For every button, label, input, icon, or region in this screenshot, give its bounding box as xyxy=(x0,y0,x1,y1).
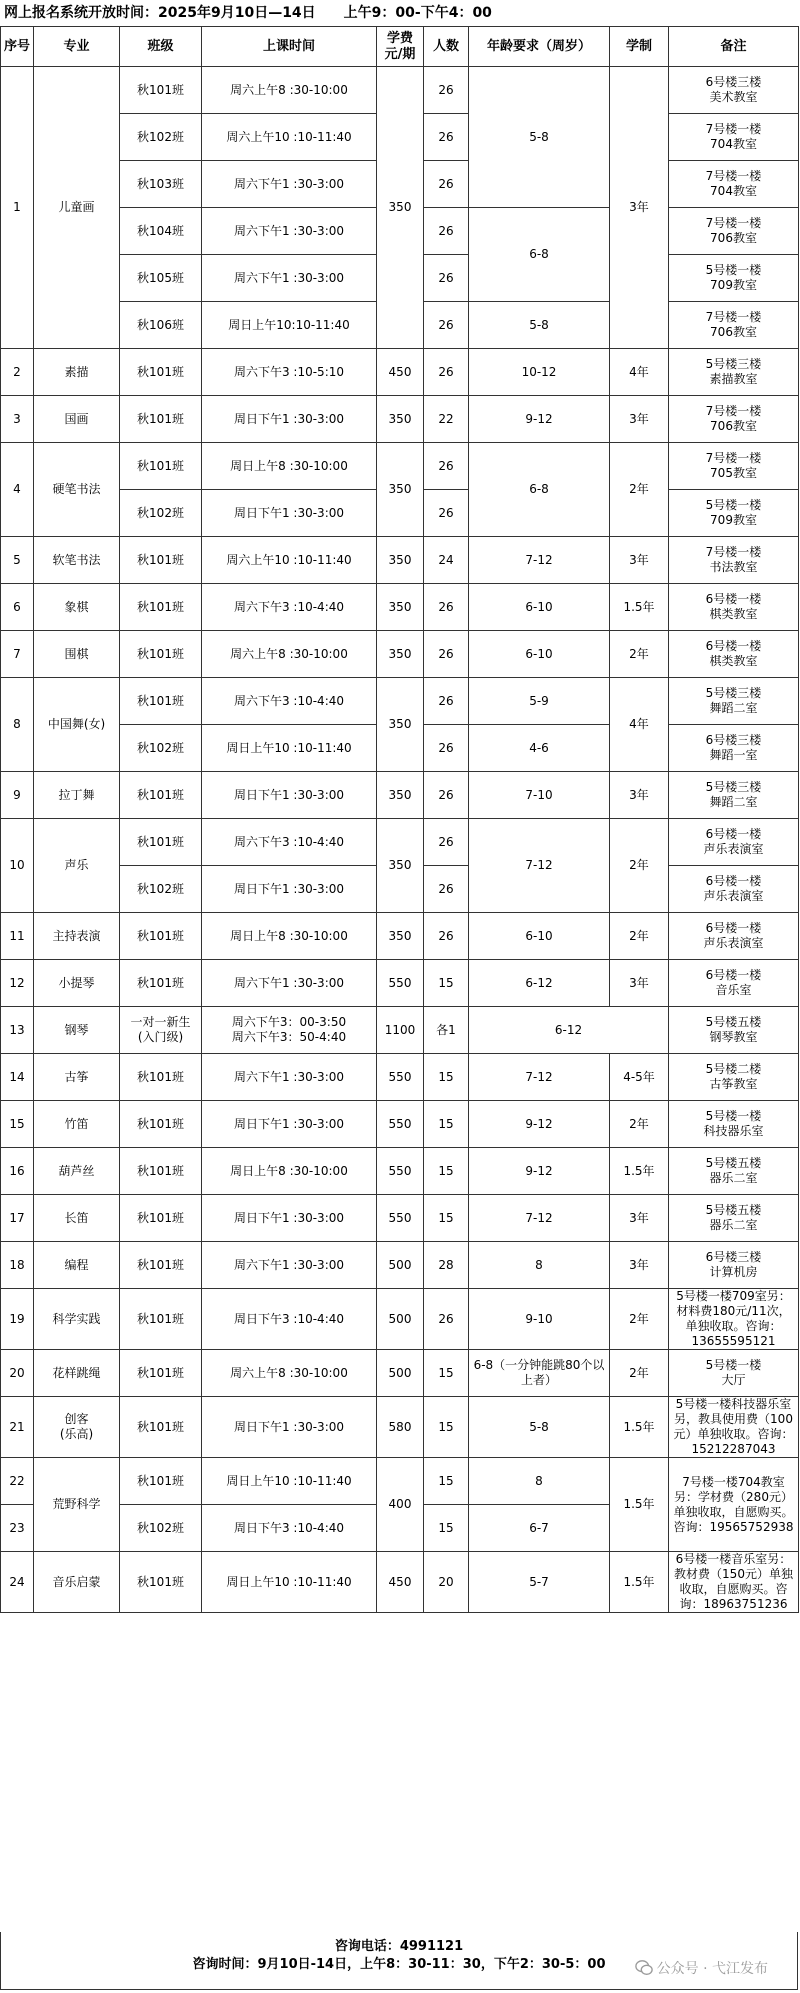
table-cell: 26 xyxy=(424,866,469,913)
table-cell: 26 xyxy=(424,631,469,678)
column-header: 专业 xyxy=(34,27,120,67)
table-cell: 5号楼五楼 器乐二室 xyxy=(669,1195,799,1242)
table-cell: 6-12 xyxy=(469,960,610,1007)
table-cell: 7-12 xyxy=(469,1054,610,1101)
table-cell: 350 xyxy=(377,913,424,960)
table-cell: 象棋 xyxy=(34,584,120,631)
table-cell: 6-8（一分钟能跳80个以上者） xyxy=(469,1350,610,1397)
table-cell: 8 xyxy=(469,1242,610,1289)
table-cell: 15 xyxy=(1,1101,34,1148)
table-cell: 7号楼一楼 书法教室 xyxy=(669,537,799,584)
table-row xyxy=(1,1007,799,1054)
table-cell: 9 xyxy=(1,772,34,819)
table-row xyxy=(1,584,799,631)
table-cell: 周六下午3 :10-4:40 xyxy=(202,678,377,725)
table-cell: 秋101班 xyxy=(120,396,202,443)
table-cell: 秋101班 xyxy=(120,631,202,678)
table-cell: 周日下午1 :30-3:00 xyxy=(202,1195,377,1242)
table-cell: 7 xyxy=(1,631,34,678)
table-cell: 钢琴 xyxy=(34,1007,120,1054)
table-row xyxy=(1,443,799,490)
table-cell: 3年 xyxy=(610,1242,669,1289)
table-cell: 周六下午1 :30-3:00 xyxy=(202,208,377,255)
table-cell: 23 xyxy=(1,1505,34,1552)
table-cell: 3年 xyxy=(610,67,669,349)
page-title: 网上报名系统开放时间：2025年9月10日—14日 上午9：00-下午4：00 xyxy=(4,5,492,21)
table-cell: 硬笔书法 xyxy=(34,443,120,537)
table-cell: 秋101班 xyxy=(120,1289,202,1350)
table-cell: 秋101班 xyxy=(120,1054,202,1101)
table-cell: 26 xyxy=(424,208,469,255)
table-cell: 26 xyxy=(424,584,469,631)
table-cell: 15 xyxy=(424,1101,469,1148)
table-cell: 小提琴 xyxy=(34,960,120,1007)
table-cell: 14 xyxy=(1,1054,34,1101)
table-cell: 7号楼一楼 705教室 xyxy=(669,443,799,490)
table-cell: 秋101班 xyxy=(120,349,202,396)
column-header: 人数 xyxy=(424,27,469,67)
table-cell: 18 xyxy=(1,1242,34,1289)
table-row xyxy=(1,1458,799,1505)
table-cell: 秋101班 xyxy=(120,1148,202,1195)
table-cell: 26 xyxy=(424,678,469,725)
table-cell: 花样跳绳 xyxy=(34,1350,120,1397)
table-cell: 20 xyxy=(1,1350,34,1397)
table-cell: 350 xyxy=(377,396,424,443)
table-cell: 5号楼一楼709室另：材料费180元/11次，单独收取。咨询：13655595121 xyxy=(669,1289,799,1350)
table-cell: 周六上午8 :30-10:00 xyxy=(202,67,377,114)
consult-hours: 咨询时间：9月10日-14日，上午8：30-11：30，下午2：30-5：00 xyxy=(192,1957,606,1972)
table-cell: 7号楼一楼704教室另：学材费（280元）单独收取，自愿购买。咨询：19565752938 xyxy=(669,1458,799,1552)
table-cell: 7号楼一楼 706教室 xyxy=(669,208,799,255)
table-cell: 7-10 xyxy=(469,772,610,819)
table-cell: 周六下午3 :10-5:10 xyxy=(202,349,377,396)
table-cell: 周日下午1 :30-3:00 xyxy=(202,1397,377,1458)
table-cell: 8 xyxy=(1,678,34,772)
table-cell: 周六下午1 :30-3:00 xyxy=(202,161,377,208)
table-row xyxy=(1,67,799,114)
table-cell: 8 xyxy=(469,1458,610,1505)
table-cell: 1.5年 xyxy=(610,1458,669,1552)
table-cell: 450 xyxy=(377,349,424,396)
table-cell: 秋101班 xyxy=(120,1195,202,1242)
table-cell: 5号楼三楼 舞蹈二室 xyxy=(669,772,799,819)
table-cell: 26 xyxy=(424,302,469,349)
table-cell: 古筝 xyxy=(34,1054,120,1101)
table-cell: 550 xyxy=(377,1195,424,1242)
column-header: 学制 xyxy=(610,27,669,67)
table-cell: 7号楼一楼 706教室 xyxy=(669,302,799,349)
table-cell: 21 xyxy=(1,1397,34,1458)
table-cell: 2年 xyxy=(610,819,669,913)
table-cell: 550 xyxy=(377,1101,424,1148)
table-cell: 秋101班 xyxy=(120,584,202,631)
table-row xyxy=(1,1397,799,1458)
table-cell: 6 xyxy=(1,584,34,631)
table-cell: 素描 xyxy=(34,349,120,396)
table-cell: 秋101班 xyxy=(120,819,202,866)
table-cell: 6号楼一楼 声乐表演室 xyxy=(669,913,799,960)
table-cell: 9-12 xyxy=(469,396,610,443)
table-cell: 7号楼一楼 706教室 xyxy=(669,396,799,443)
table-cell: 24 xyxy=(1,1552,34,1613)
table-cell: 10 xyxy=(1,819,34,913)
table-cell: 6-8 xyxy=(469,208,610,302)
table-row xyxy=(1,960,799,1007)
table-cell: 6-12 xyxy=(469,1007,669,1054)
table-cell: 6号楼三楼 舞蹈一室 xyxy=(669,725,799,772)
table-cell: 6号楼一楼 棋类教室 xyxy=(669,631,799,678)
table-cell: 5号楼一楼 科技器乐室 xyxy=(669,1101,799,1148)
wechat-icon xyxy=(635,1959,653,1977)
table-cell: 350 xyxy=(377,67,424,349)
table-cell: 7号楼一楼 704教室 xyxy=(669,114,799,161)
watermark-text: 公众号 · 弋江发布 xyxy=(656,1961,768,1977)
table-cell: 350 xyxy=(377,772,424,819)
table-cell: 26 xyxy=(424,1289,469,1350)
table-cell: 580 xyxy=(377,1397,424,1458)
table-cell: 周日下午1 :30-3:00 xyxy=(202,772,377,819)
table-cell: 周六上午10 :10-11:40 xyxy=(202,537,377,584)
table-cell: 中国舞(女) xyxy=(34,678,120,772)
table-cell: 5-8 xyxy=(469,67,610,208)
table-cell: 周日下午1 :30-3:00 xyxy=(202,1101,377,1148)
table-cell: 4-5年 xyxy=(610,1054,669,1101)
table-cell: 5号楼三楼 素描教室 xyxy=(669,349,799,396)
table-cell: 秋101班 xyxy=(120,678,202,725)
table-cell: 秋106班 xyxy=(120,302,202,349)
table-cell: 16 xyxy=(1,1148,34,1195)
table-cell: 科学实践 xyxy=(34,1289,120,1350)
table-cell: 5号楼二楼 古筝教室 xyxy=(669,1054,799,1101)
table-cell: 儿童画 xyxy=(34,67,120,349)
table-cell: 3年 xyxy=(610,396,669,443)
table-cell: 15 xyxy=(424,1397,469,1458)
table-cell: 1.5年 xyxy=(610,584,669,631)
table-cell: 秋101班 xyxy=(120,67,202,114)
table-cell: 秋101班 xyxy=(120,1397,202,1458)
table-cell: 周六下午3：00-3:50 周六下午3：50-4:40 xyxy=(202,1007,377,1054)
table-cell: 6号楼一楼 声乐表演室 xyxy=(669,866,799,913)
table-cell: 秋104班 xyxy=(120,208,202,255)
table-cell: 秋101班 xyxy=(120,537,202,584)
table-cell: 周六上午10 :10-11:40 xyxy=(202,114,377,161)
table-cell: 17 xyxy=(1,1195,34,1242)
table-cell: 15 xyxy=(424,1505,469,1552)
table-cell: 6号楼一楼 棋类教室 xyxy=(669,584,799,631)
table-cell: 500 xyxy=(377,1350,424,1397)
table-cell: 秋102班 xyxy=(120,114,202,161)
table-cell: 3年 xyxy=(610,537,669,584)
table-cell: 周日上午8 :30-10:00 xyxy=(202,1148,377,1195)
table-cell: 周日下午1 :30-3:00 xyxy=(202,490,377,537)
table-cell: 26 xyxy=(424,255,469,302)
table-cell: 秋102班 xyxy=(120,866,202,913)
table-cell: 24 xyxy=(424,537,469,584)
column-header: 上课时间 xyxy=(202,27,377,67)
table-cell: 周六上午8 :30-10:00 xyxy=(202,1350,377,1397)
table-cell: 竹笛 xyxy=(34,1101,120,1148)
table-row xyxy=(1,537,799,584)
table-header-row xyxy=(1,27,799,67)
table-cell: 15 xyxy=(424,1054,469,1101)
table-cell: 450 xyxy=(377,1552,424,1613)
table-cell: 26 xyxy=(424,819,469,866)
table-cell: 3 xyxy=(1,396,34,443)
table-cell: 350 xyxy=(377,678,424,772)
table-row xyxy=(1,1289,799,1350)
table-row xyxy=(1,1148,799,1195)
column-header: 学费元/期 xyxy=(377,27,424,67)
table-cell: 15 xyxy=(424,960,469,1007)
table-cell: 荒野科学 xyxy=(34,1458,120,1552)
table-row xyxy=(1,1054,799,1101)
table-cell: 19 xyxy=(1,1289,34,1350)
table-cell: 7号楼一楼 704教室 xyxy=(669,161,799,208)
table-cell: 5号楼五楼 器乐二室 xyxy=(669,1148,799,1195)
table-cell: 5 xyxy=(1,537,34,584)
table-cell: 9-10 xyxy=(469,1289,610,1350)
table-cell: 550 xyxy=(377,1054,424,1101)
table-cell: 6-10 xyxy=(469,913,610,960)
table-cell: 2年 xyxy=(610,913,669,960)
table-cell: 创客 (乐高) xyxy=(34,1397,120,1458)
table-cell: 6号楼一楼 声乐表演室 xyxy=(669,819,799,866)
table-row xyxy=(1,1101,799,1148)
table-cell: 周日上午8 :30-10:00 xyxy=(202,443,377,490)
table-cell: 4 xyxy=(1,443,34,537)
table-cell: 拉丁舞 xyxy=(34,772,120,819)
table-cell: 5号楼一楼 大厅 xyxy=(669,1350,799,1397)
table-cell: 周六下午1 :30-3:00 xyxy=(202,1242,377,1289)
column-header: 班级 xyxy=(120,27,202,67)
table-cell: 4年 xyxy=(610,678,669,772)
table-row xyxy=(1,396,799,443)
table-cell: 2 xyxy=(1,349,34,396)
table-cell: 长笛 xyxy=(34,1195,120,1242)
table-row xyxy=(1,631,799,678)
table-cell: 秋101班 xyxy=(120,913,202,960)
table-cell: 26 xyxy=(424,114,469,161)
table-cell: 秋102班 xyxy=(120,490,202,537)
table-row xyxy=(1,1242,799,1289)
table-cell: 3年 xyxy=(610,960,669,1007)
table-cell: 15 xyxy=(424,1458,469,1505)
table-cell: 350 xyxy=(377,819,424,913)
table-cell: 5-9 xyxy=(469,678,610,725)
table-cell: 15 xyxy=(424,1195,469,1242)
table-cell: 2年 xyxy=(610,1350,669,1397)
table-cell: 秋101班 xyxy=(120,1552,202,1613)
table-cell: 周六下午1 :30-3:00 xyxy=(202,1054,377,1101)
table-cell: 周日上午10 :10-11:40 xyxy=(202,1552,377,1613)
table-cell: 秋101班 xyxy=(120,1458,202,1505)
table-cell: 周日下午1 :30-3:00 xyxy=(202,866,377,913)
table-cell: 5号楼三楼 舞蹈二室 xyxy=(669,678,799,725)
table-cell: 15 xyxy=(424,1148,469,1195)
table-cell: 音乐启蒙 xyxy=(34,1552,120,1613)
table-row xyxy=(1,349,799,396)
table-cell: 2年 xyxy=(610,1289,669,1350)
table-cell: 550 xyxy=(377,960,424,1007)
table-cell: 4-6 xyxy=(469,725,610,772)
table-cell: 5-8 xyxy=(469,302,610,349)
table-cell: 各1 xyxy=(424,1007,469,1054)
table-cell: 周六下午1 :30-3:00 xyxy=(202,960,377,1007)
table-cell: 26 xyxy=(424,725,469,772)
table-cell: 350 xyxy=(377,443,424,537)
table-cell: 周日上午10 :10-11:40 xyxy=(202,1458,377,1505)
table-row xyxy=(1,1552,799,1613)
table-cell: 主持表演 xyxy=(34,913,120,960)
table-cell: 10-12 xyxy=(469,349,610,396)
table-cell: 26 xyxy=(424,161,469,208)
table-cell: 15 xyxy=(424,1350,469,1397)
table-cell: 22 xyxy=(424,396,469,443)
table-cell: 6号楼三楼 计算机房 xyxy=(669,1242,799,1289)
table-cell: 周六上午8 :30-10:00 xyxy=(202,631,377,678)
table-cell: 6-8 xyxy=(469,443,610,537)
table-cell: 周日下午1 :30-3:00 xyxy=(202,396,377,443)
table-cell: 秋102班 xyxy=(120,1505,202,1552)
table-cell: 7-12 xyxy=(469,1195,610,1242)
table-cell: 编程 xyxy=(34,1242,120,1289)
table-cell: 26 xyxy=(424,913,469,960)
table-cell: 5号楼一楼 709教室 xyxy=(669,490,799,537)
table-cell: 3年 xyxy=(610,772,669,819)
table-cell: 周日下午3 :10-4:40 xyxy=(202,1289,377,1350)
table-cell: 5-7 xyxy=(469,1552,610,1613)
table-cell: 秋101班 xyxy=(120,772,202,819)
table-cell: 6号楼一楼 音乐室 xyxy=(669,960,799,1007)
table-cell: 1.5年 xyxy=(610,1552,669,1613)
table-cell: 1 xyxy=(1,67,34,349)
table-cell: 9-12 xyxy=(469,1148,610,1195)
table-cell: 围棋 xyxy=(34,631,120,678)
table-cell: 秋101班 xyxy=(120,1350,202,1397)
table-row xyxy=(1,1350,799,1397)
table-cell: 秋102班 xyxy=(120,725,202,772)
table-cell: 2年 xyxy=(610,631,669,678)
table-cell: 22 xyxy=(1,1458,34,1505)
table-cell: 400 xyxy=(377,1458,424,1552)
table-cell: 11 xyxy=(1,913,34,960)
table-cell: 26 xyxy=(424,67,469,114)
table-cell: 4年 xyxy=(610,349,669,396)
column-header: 序号 xyxy=(1,27,34,67)
table-cell: 周日下午3 :10-4:40 xyxy=(202,1505,377,1552)
table-row xyxy=(1,913,799,960)
table-cell: 500 xyxy=(377,1289,424,1350)
table-cell: 2年 xyxy=(610,1101,669,1148)
table-cell: 周六下午3 :10-4:40 xyxy=(202,819,377,866)
table-cell: 20 xyxy=(424,1552,469,1613)
table-cell: 28 xyxy=(424,1242,469,1289)
table-cell: 500 xyxy=(377,1242,424,1289)
table-cell: 声乐 xyxy=(34,819,120,913)
table-cell: 秋101班 xyxy=(120,1242,202,1289)
table-cell: 26 xyxy=(424,490,469,537)
table-cell: 350 xyxy=(377,537,424,584)
table-cell: 秋101班 xyxy=(120,443,202,490)
table-cell: 5号楼一楼科技器乐室另，教具使用费（100元）单独收取。咨询：15212287043 xyxy=(669,1397,799,1458)
table-cell: 7-12 xyxy=(469,819,610,913)
table-cell: 26 xyxy=(424,772,469,819)
table-cell: 秋103班 xyxy=(120,161,202,208)
table-cell: 26 xyxy=(424,443,469,490)
table-cell: 12 xyxy=(1,960,34,1007)
table-cell: 秋101班 xyxy=(120,960,202,1007)
table-cell: 5号楼一楼 709教室 xyxy=(669,255,799,302)
table-cell: 7-12 xyxy=(469,537,610,584)
table-cell: 1.5年 xyxy=(610,1397,669,1458)
table-row xyxy=(1,819,799,866)
consult-phone: 咨询电话：4991121 xyxy=(334,1939,464,1954)
table-cell: 6-7 xyxy=(469,1505,610,1552)
table-cell: 1.5年 xyxy=(610,1148,669,1195)
table-cell: 软笔书法 xyxy=(34,537,120,584)
table-body xyxy=(1,67,799,1613)
table-cell: 国画 xyxy=(34,396,120,443)
table-cell: 2年 xyxy=(610,443,669,537)
table-cell: 秋101班 xyxy=(120,1101,202,1148)
table-cell: 6-10 xyxy=(469,631,610,678)
table-cell: 13 xyxy=(1,1007,34,1054)
table-row xyxy=(1,678,799,725)
table-cell: 6号楼一楼音乐室另：教材费（150元）单独收取，自愿购买。咨询：18963751236 xyxy=(669,1552,799,1613)
table-cell: 一对一新生 (入门级) xyxy=(120,1007,202,1054)
column-header: 年龄要求（周岁） xyxy=(469,27,610,67)
table-cell: 周日上午8 :30-10:00 xyxy=(202,913,377,960)
table-cell: 葫芦丝 xyxy=(34,1148,120,1195)
table-cell: 5号楼五楼 钢琴教室 xyxy=(669,1007,799,1054)
table-cell: 6-10 xyxy=(469,584,610,631)
table-cell: 26 xyxy=(424,349,469,396)
schedule-table xyxy=(0,26,799,1613)
table-cell: 1100 xyxy=(377,1007,424,1054)
table-cell: 6号楼三楼 美术教室 xyxy=(669,67,799,114)
watermark xyxy=(635,1958,768,1978)
table-cell: 秋105班 xyxy=(120,255,202,302)
table-cell: 9-12 xyxy=(469,1101,610,1148)
table-cell: 550 xyxy=(377,1148,424,1195)
table-cell: 周六下午3 :10-4:40 xyxy=(202,584,377,631)
column-header: 备注 xyxy=(669,27,799,67)
table-cell: 周日上午10 :10-11:40 xyxy=(202,725,377,772)
table-cell: 3年 xyxy=(610,1195,669,1242)
table-cell: 周日上午10:10-11:40 xyxy=(202,302,377,349)
table-cell: 350 xyxy=(377,631,424,678)
table-cell: 5-8 xyxy=(469,1397,610,1458)
table-cell: 350 xyxy=(377,584,424,631)
table-row xyxy=(1,1195,799,1242)
table-cell: 周六下午1 :30-3:00 xyxy=(202,255,377,302)
table-row xyxy=(1,772,799,819)
